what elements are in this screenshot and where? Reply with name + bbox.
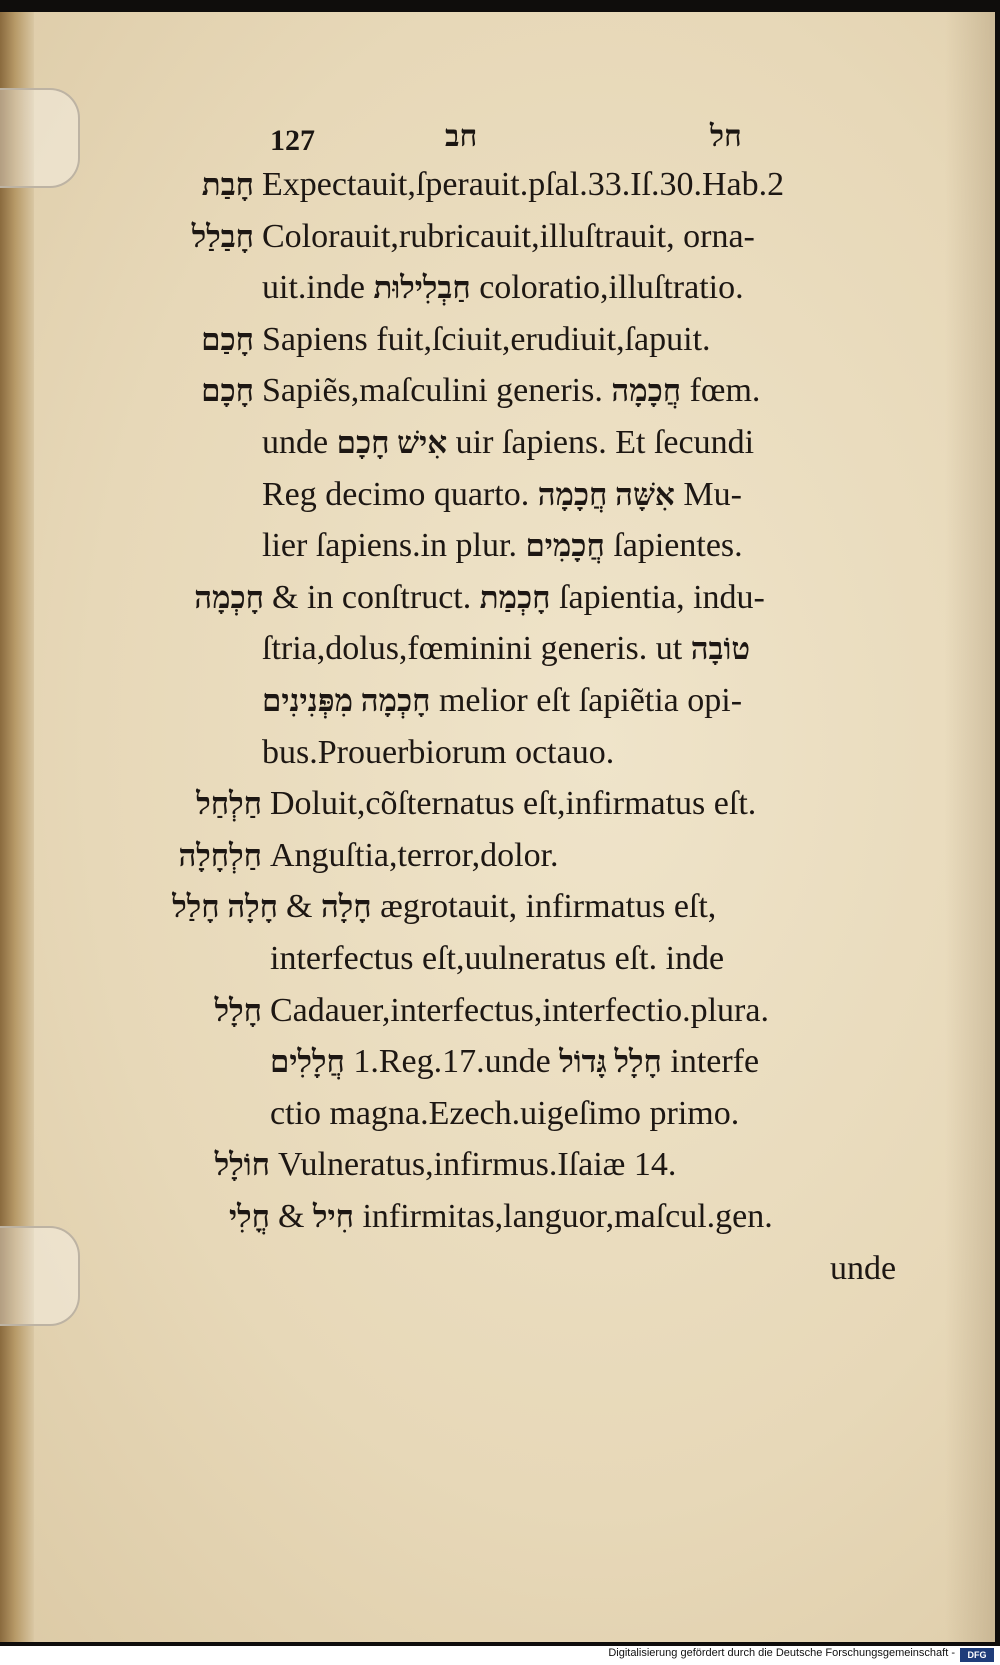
entry-line [262, 263, 744, 313]
latin-text: infirmitas,languor,maſcul.gen. [353, 1198, 773, 1235]
entry-headword: חָכַם [201, 322, 254, 357]
entry-line [262, 521, 743, 571]
latin-text: lier ſapiens.in plur. [262, 527, 526, 564]
hebrew-term: חָלָה [320, 889, 372, 924]
entry-line [278, 1192, 773, 1242]
latin-text: Reg decimo quarto. [262, 476, 538, 513]
latin-text: Expectauit,ſperauit.pſal.33.Iſ.30.Hab.2 [262, 166, 785, 203]
entry-line [262, 470, 742, 520]
hebrew-term: חֲכָמִים [525, 528, 605, 563]
latin-text: Anguſtia,terror,dolor. [270, 837, 559, 874]
page-number: 127 [270, 124, 315, 157]
entry-headword: חוֹלָל [214, 1147, 270, 1182]
entry-headword: חָבַלַל [191, 219, 254, 254]
latin-text: & in conſtruct. [272, 579, 480, 616]
latin-text: & [286, 888, 321, 925]
latin-text: Sapiens fuit,ſciuit,erudiuit,ſapuit. [262, 321, 711, 358]
footer-credit: Digitalisierung gefördert durch die Deutsche Forschungsgemeinschaft - [608, 1647, 955, 1659]
entry-headword: חָכְמָה [194, 580, 264, 615]
entry-line [262, 160, 784, 210]
paper-clip-top [0, 88, 80, 188]
latin-text: Doluit,cõſternatus eſt,infirmatus eſt. [270, 785, 757, 822]
hebrew-term: אִישׁ חָכָם [336, 425, 448, 460]
latin-text: ctio magna.Ezech.uigeſimo primo. [270, 1095, 740, 1132]
latin-text: Cadauer,interfectus,interfectio.plura. [270, 992, 769, 1029]
entry-headword: חָלָה חָלַל [172, 889, 278, 924]
entry-headword: חָבַת [201, 167, 254, 202]
entry-line [278, 1140, 676, 1190]
latin-text: ſapientes. [604, 527, 743, 564]
latin-text: unde [830, 1250, 897, 1287]
entry-line [262, 728, 614, 778]
entry-line [270, 1089, 739, 1139]
running-head-right: חל [710, 120, 742, 153]
latin-text: uit.inde [262, 269, 374, 306]
running-head-left: חב [445, 120, 478, 153]
latin-text: coloratio,illuſtratio. [470, 269, 744, 306]
hebrew-term: חָכְמַת [479, 580, 551, 615]
running-header [270, 120, 770, 164]
latin-text: ægrotauit, infirmatus eſt, [371, 888, 717, 925]
latin-text: & [278, 1198, 313, 1235]
hebrew-term: חִיל [312, 1199, 354, 1234]
entry-line [272, 573, 765, 623]
hebrew-term: חֲכָמָה [611, 373, 682, 408]
entry-line [286, 882, 716, 932]
hebrew-term: חֲלָלִים [270, 1044, 345, 1079]
entry-line [262, 418, 754, 468]
latin-text: Colorauit,rubricauit,illuſtrauit, orna- [262, 218, 755, 255]
latin-text: Mu- [674, 476, 742, 513]
dfg-logo: DFG [960, 1648, 994, 1662]
entry-line [270, 986, 769, 1036]
entry-headword: חַלְחָלָה [178, 838, 262, 873]
latin-text: interfectus eſt,uulneratus eſt. inde [270, 940, 725, 977]
hebrew-term: חַבְלִילוּת [373, 270, 471, 305]
entry-headword: חָלָל [214, 993, 262, 1028]
entry-headword: חָכָם [201, 373, 254, 408]
entry-line [262, 315, 711, 365]
entry-line [270, 831, 559, 881]
hebrew-term: טוֹבָה [690, 631, 751, 666]
latin-text: interfe [661, 1043, 760, 1080]
hebrew-term: חָכְמָה מִפְּנִינִים [262, 683, 431, 718]
latin-text: Sapiẽs,maſculini generis. [262, 372, 612, 409]
latin-text: melior eſt ſapiẽtia opi- [430, 682, 743, 719]
entry-line [270, 1037, 759, 1087]
hebrew-term: חָלָל גָּדוֹל [559, 1044, 662, 1079]
latin-text: ſtria,dolus,fœminini generis. ut [262, 630, 691, 667]
latin-text: fœm. [681, 372, 761, 409]
entry-headword: חַלְחַל [196, 786, 262, 821]
book-page [0, 12, 995, 1642]
entry-line [262, 212, 755, 262]
latin-text: Vulneratus,infirmus.Iſaiæ 14. [278, 1146, 677, 1183]
entry-line [262, 676, 742, 726]
entry-line [270, 779, 756, 829]
entry-line [262, 624, 750, 674]
hebrew-term: אִשָּׁה חֲכָמָה [537, 477, 675, 512]
latin-text: uir ſapiens. Et ſecundi [447, 424, 755, 461]
latin-text: unde [262, 424, 337, 461]
latin-text: 1.Reg.17.unde [344, 1043, 560, 1080]
paper-clip-bottom [0, 1226, 80, 1326]
digitization-footer [0, 1646, 1000, 1665]
entry-headword: חֳלִי [229, 1199, 270, 1234]
latin-text: ſapientia, indu- [550, 579, 765, 616]
entry-line [830, 1244, 896, 1294]
page-edge-shadow [945, 12, 995, 1642]
latin-text: bus.Prouerbiorum octauo. [262, 734, 615, 771]
entry-line [270, 934, 724, 984]
entry-line [262, 366, 760, 416]
book-spine [0, 12, 34, 1642]
